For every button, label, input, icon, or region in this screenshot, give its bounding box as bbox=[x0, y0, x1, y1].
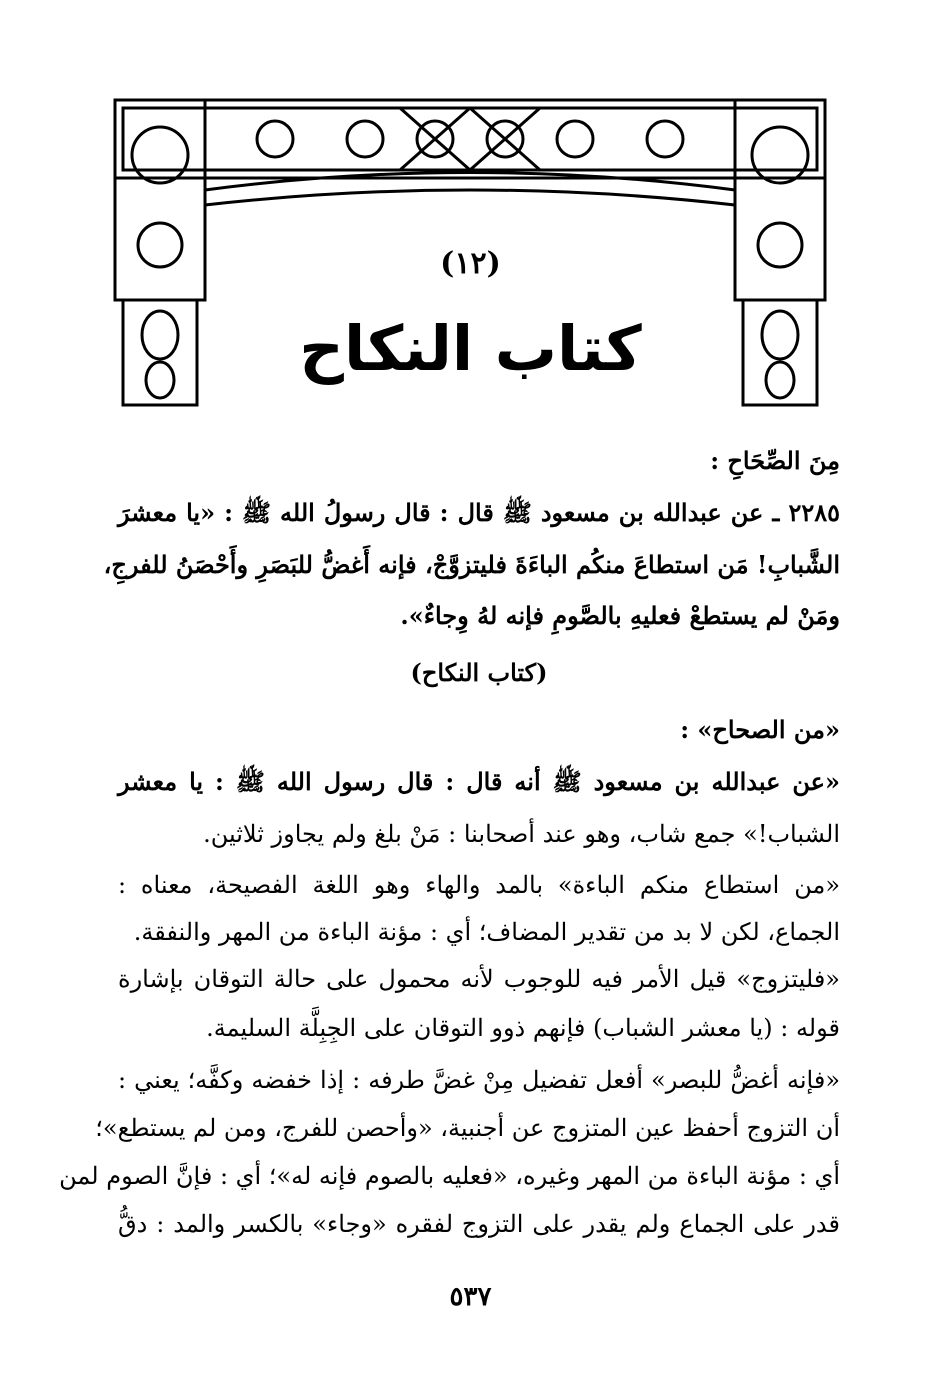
commentary-line: قدر على الجماع ولم يقدر على التزوج لفقره «وجاء» بالكسر والمد : دقُّ bbox=[118, 1210, 840, 1238]
hadith-line: ومَنْ لم يستطعْ فعليهِ بالصَّومِ فإنه لهُ وِجاءٌ». bbox=[400, 601, 840, 630]
commentary-title: (كتاب النكاح) bbox=[410, 658, 548, 687]
commentary-line: قوله : (يا معشر الشباب) فإنهم ذوو التوقان على الجِبِلَّة السليمة. bbox=[206, 1014, 840, 1042]
chapter-title: كتاب النكاح bbox=[299, 312, 642, 385]
commentary-line: «فليتزوج» قيل الأمر فيه للوجوب لأنه محمول على حالة التوقان بإشارة bbox=[118, 965, 840, 993]
commentary-line: أي : مؤنة الباءة من المهر وغيره، «فعليه بالصوم فإنه له»؛ أي : فإنَّ الصوم لمن bbox=[59, 1162, 840, 1190]
commentary-heading: «من الصحاح» : bbox=[680, 715, 840, 744]
hadith-line: ٢٢٨٥ ـ عن عبدالله بن مسعود ﷺ قال : قال رسولُ الله ﷺ : «يا معشرَ bbox=[118, 498, 840, 527]
commentary-line: الجماع، لكن لا بد من تقدير المضاف؛ أي : مؤنة الباءة من المهر والنفقة. bbox=[133, 918, 840, 946]
section-heading: مِنَ الصِّحَاحِ : bbox=[710, 446, 840, 475]
page-number: ٥٣٧ bbox=[449, 1282, 492, 1312]
hadith-line: الشَّبابِ! مَن استطاعَ منكُم الباءَةَ فليتزوَّجْ، فإنه أَغضُّ للبَصَرِ وأَحْصَنُ للفرجِ، bbox=[103, 550, 840, 579]
commentary-line: الشباب!» جمع شاب، وهو عند أصحابنا : مَنْ بلغ ولم يجاوز ثلاثين. bbox=[203, 820, 840, 848]
chapter-number: (١٢) bbox=[440, 246, 501, 281]
commentary-line: «من استطاع منكم الباءة» بالمد والهاء وهو اللغة الفصيحة، معناه : bbox=[118, 871, 840, 899]
commentary-line: «فإنه أغضُّ للبصر» أفعل تفضيل مِنْ غضَّ طرفه : إذا خفضه وكفَّه؛ يعني : bbox=[118, 1066, 841, 1094]
commentary-line: أن التزوج أحفظ عين المتزوج عن أجنبية، «وأحصن للفرج، ومن لم يستطع»؛ bbox=[95, 1114, 840, 1142]
commentary-line: «عن عبدالله بن مسعود ﷺ أنه قال : قال رسول الله ﷺ : يا معشر bbox=[118, 767, 840, 796]
